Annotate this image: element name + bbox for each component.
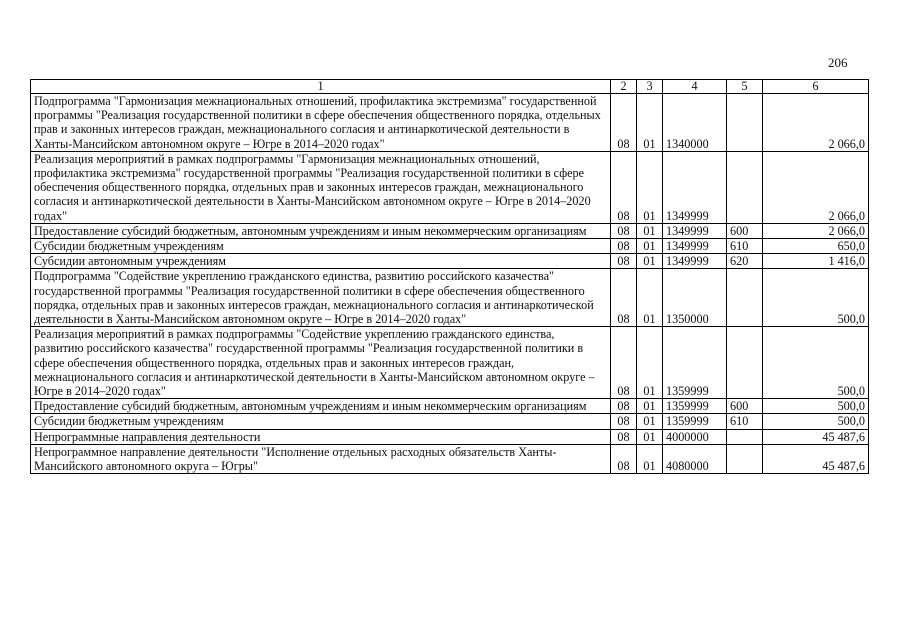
row-name: Реализация мероприятий в рамках подпрограммы "Содействие укреплению гражданского единства, развитию российского казачества" государственной программы "Реализация государственной политики в сфере обеспечения общественного порядка, отдельных прав и законных интересов граждан, межнационального согласия и антинаркотической деятельности в Ханты-Мансийском автономном округе – Югре в 2014–2020 годах" — [31, 327, 611, 399]
table-row — [31, 223, 869, 238]
row-amount: 1 416,0 — [763, 254, 869, 269]
row-name: Реализация мероприятий в рамках подпрограммы "Гармонизация межнациональных отношений, профилактика экстремизма" государственной программы "Реализация государственной политики в сфере обеспечения общественного порядка, отдельных прав и законных интересов граждан, межнационального согласия и антинаркотической деятельности в Ханты-Мансийском автономном округе – Югре в 2014–2020 годах" — [31, 151, 611, 223]
row-amount: 2 066,0 — [763, 151, 869, 223]
row-amount: 500,0 — [763, 399, 869, 414]
row-subsection: 01 — [637, 94, 663, 152]
row-subsection: 01 — [637, 399, 663, 414]
row-target: 4080000 — [663, 444, 727, 473]
table-row — [31, 327, 869, 399]
row-subsection: 01 — [637, 414, 663, 429]
row-type — [727, 94, 763, 152]
row-amount: 650,0 — [763, 239, 869, 254]
column-header-subsection: 3 — [637, 80, 663, 94]
row-name: Предоставление субсидий бюджетным, автономным учреждениям и иным некоммерческим организациям — [31, 223, 611, 238]
row-target: 1349999 — [663, 254, 727, 269]
column-header-name: 1 — [31, 80, 611, 94]
row-name: Непрограммные направления деятельности — [31, 429, 611, 444]
row-target: 1349999 — [663, 223, 727, 238]
row-type: 620 — [727, 254, 763, 269]
row-section: 08 — [611, 429, 637, 444]
row-amount: 45 487,6 — [763, 444, 869, 473]
row-type: 600 — [727, 399, 763, 414]
row-section: 08 — [611, 223, 637, 238]
row-subsection: 01 — [637, 327, 663, 399]
column-header-target: 4 — [663, 80, 727, 94]
row-target: 1359999 — [663, 399, 727, 414]
row-subsection: 01 — [637, 444, 663, 473]
row-type: 600 — [727, 223, 763, 238]
row-name: Подпрограмма "Гармонизация межнациональных отношений, профилактика экстремизма" государственной программы "Реализация государственной политики в сфере обеспечения общественного порядка, отдельных прав и законных интересов граждан, межнационального согласия и антинаркотической деятельности в Ханты-Мансийском автономном округе – Югре в 2014–2020 годах" — [31, 94, 611, 152]
row-section: 08 — [611, 414, 637, 429]
row-subsection: 01 — [637, 223, 663, 238]
row-subsection: 01 — [637, 269, 663, 327]
row-type — [727, 444, 763, 473]
page-number: 206 — [828, 55, 848, 70]
table-row — [31, 399, 869, 414]
row-amount: 500,0 — [763, 327, 869, 399]
row-name: Субсидии бюджетным учреждениям — [31, 239, 611, 254]
row-type: 610 — [727, 414, 763, 429]
row-name: Непрограммное направление деятельности "Исполнение отдельных расходных обязательств Ханты-Мансийского автономного округа – Югры" — [31, 444, 611, 473]
row-section: 08 — [611, 269, 637, 327]
table-row — [31, 269, 869, 327]
row-target: 1340000 — [663, 94, 727, 152]
table-row — [31, 429, 869, 444]
row-subsection: 01 — [637, 239, 663, 254]
row-section: 08 — [611, 399, 637, 414]
row-type — [727, 151, 763, 223]
row-subsection: 01 — [637, 151, 663, 223]
column-header-type: 5 — [727, 80, 763, 94]
column-header-amount: 6 — [763, 80, 869, 94]
column-header-section: 2 — [611, 80, 637, 94]
row-target: 1359999 — [663, 414, 727, 429]
row-type: 610 — [727, 239, 763, 254]
row-target: 1349999 — [663, 239, 727, 254]
row-type — [727, 429, 763, 444]
row-target: 1350000 — [663, 269, 727, 327]
row-amount: 500,0 — [763, 414, 869, 429]
row-section: 08 — [611, 254, 637, 269]
row-name: Субсидии автономным учреждениям — [31, 254, 611, 269]
row-section: 08 — [611, 444, 637, 473]
table-header-row — [31, 80, 869, 94]
row-subsection: 01 — [637, 429, 663, 444]
row-type — [727, 269, 763, 327]
row-section: 08 — [611, 94, 637, 152]
row-section: 08 — [611, 327, 637, 399]
row-section: 08 — [611, 239, 637, 254]
row-amount: 45 487,6 — [763, 429, 869, 444]
budget-table — [30, 79, 869, 474]
row-name: Субсидии бюджетным учреждениям — [31, 414, 611, 429]
table-row — [31, 151, 869, 223]
table-row — [31, 94, 869, 152]
row-name: Подпрограмма "Содействие укреплению гражданского единства, развитию российского казачества" государственной программы "Реализация государственной политики в сфере обеспечения общественного порядка, отдельных прав и законных интересов граждан, межнационального согласия и антинаркотической деятельности в Ханты-Мансийском автономном округе – Югре в 2014–2020 годах" — [31, 269, 611, 327]
row-amount: 2 066,0 — [763, 223, 869, 238]
table-row — [31, 414, 869, 429]
row-target: 1349999 — [663, 151, 727, 223]
row-name: Предоставление субсидий бюджетным, автономным учреждениям и иным некоммерческим организациям — [31, 399, 611, 414]
row-amount: 2 066,0 — [763, 94, 869, 152]
row-subsection: 01 — [637, 254, 663, 269]
table-row — [31, 444, 869, 473]
table-row — [31, 239, 869, 254]
row-target: 4000000 — [663, 429, 727, 444]
row-target: 1359999 — [663, 327, 727, 399]
row-amount: 500,0 — [763, 269, 869, 327]
row-type — [727, 327, 763, 399]
table-row — [31, 254, 869, 269]
row-section: 08 — [611, 151, 637, 223]
